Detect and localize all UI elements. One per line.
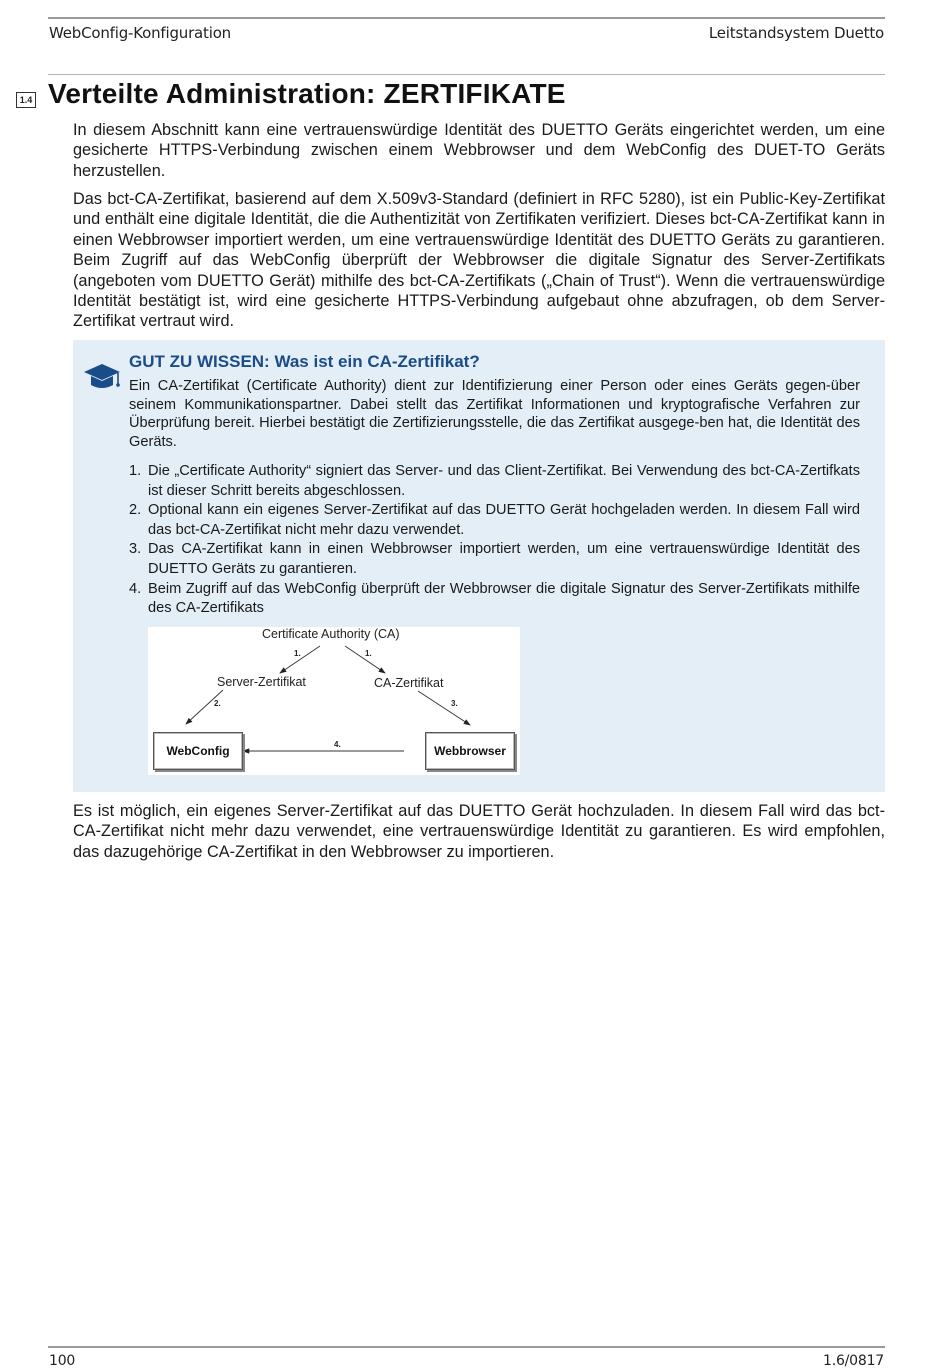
arrow-label-1-left: 1. — [294, 649, 301, 658]
arrow-label-2: 2. — [214, 699, 221, 708]
arrow-label-4: 4. — [334, 740, 341, 749]
header-product: Leitstandsystem Duetto — [708, 24, 884, 42]
info-box-text: Ein CA-Zertifikat (Certificate Authority) dient zur Identifizierung einer Person oder eines Geräts gegen-über seinem Kommunikationspartner. Dabei stellt das Zertifikat Informationen und kryptografische Verfahren zur Überprüfung bereit. Hierbei bestätigt die Zertifizierungsstelle, die das Zertifikat ausgege-ben hat, die Identität des Geräts. — [129, 378, 860, 450]
list-item: 2. Optional kann ein eigenes Server-Zertifikat auf das DUETTO Gerät hochgeladen werden. In diesem Fall wird das bct-CA-Zertifikat nicht mehr dazu verwendet. — [129, 502, 860, 538]
server-cert-label: Server-Zertifikat — [217, 675, 306, 689]
graduation-cap-icon — [82, 360, 122, 394]
certificate-trust-diagram — [148, 627, 520, 775]
header-chapter: WebConfig-Konfiguration — [49, 24, 231, 42]
arrow-label-3: 3. — [451, 699, 458, 708]
arrow-ca-cert-to-webbrowser — [418, 691, 470, 725]
ca-cert-label: CA-Zertifikat — [374, 676, 444, 690]
bct-paragraph: Das bct-CA-Zertifikat, basierend auf dem X.509v3-Standard (definiert in RFC 5280), ist ein Public-Key-Zertifikat und enthält eine digitale Identität, die die Authentizität von Zertifikaten verifiziert. Dieses bct-CA-Zertifikat kann in einen Webbrowser importiert werden, um eine vertrauenswürdige Identität des DUETTO Geräts zu garantieren. Beim Zugriff auf das WebConfig überprüft der Webbrowser die digitale Signatur des Server-Zertifikats (angeboten vom DUETTO Gerät) mithilfe des bct-CA-Zertifikats („Chain of Trust“). Wenn die vertrauenswürdige Identität bestätigt ist, wird eine gesicherte HTTPS-Verbindung aufgebaut ohne abzufragen, ob dem Server-Zertifikat vertraut wird. — [73, 190, 885, 331]
list-item: 4. Beim Zugriff auf das WebConfig überprüft der Webbrowser die digitale Signatur des Server-Zertifikats mithilfe des CA-Zertifikats — [129, 580, 860, 617]
header-rule — [48, 17, 885, 19]
info-box — [73, 340, 885, 792]
section-title: Verteilte Administration: ZERTIFIKATE — [48, 78, 566, 109]
ca-label: Certificate Authority (CA) — [262, 627, 400, 641]
footer-rule — [48, 1346, 885, 1348]
steps-list — [129, 462, 860, 619]
webbrowser-box: Webbrowser — [425, 732, 515, 770]
document-version: 1.6/0817 — [822, 1353, 884, 1369]
header-divider — [48, 74, 885, 75]
info-box-title: GUT ZU WISSEN: Was ist ein CA-Zertifikat? — [129, 352, 480, 371]
list-item: 1. Die „Certificate Authority“ signiert das Server- und das Client-Zertifikat. Bei Verwendung des bct-CA-Zertifkats ist dieser Schritt bereits abgeschlossen. — [129, 463, 860, 499]
page-number: 100 — [49, 1353, 76, 1369]
webconfig-box: WebConfig — [153, 732, 243, 770]
intro-paragraph: In diesem Abschnitt kann eine vertrauenswürdige Identität des DUETTO Geräts eingerichtet werden, um eine gesicherte HTTPS-Verbindung zwischen einem Webbrowser und dem WebConfig des DUET-TO Geräts herzustellen. — [73, 121, 885, 180]
closing-paragraph: Es ist möglich, ein eigenes Server-Zertifikat auf das DUETTO Gerät hochzuladen. In diesem Fall wird das bct-CA-Zertifikat nicht mehr dazu verwendet, eine vertrauenswürdige Identität zu garantieren. Es wird empfohlen, das dazugehörige CA-Zertifikat in den Webbrowser zu importieren. — [73, 802, 885, 861]
list-item: 3. Das CA-Zertifikat kann in einen Webbrowser importiert werden, um eine vertrauenswürdige Identität des DUETTO Geräts zu garantieren. — [129, 541, 860, 577]
section-number: 1.4 — [16, 92, 36, 108]
arrow-label-1-right: 1. — [365, 649, 372, 658]
